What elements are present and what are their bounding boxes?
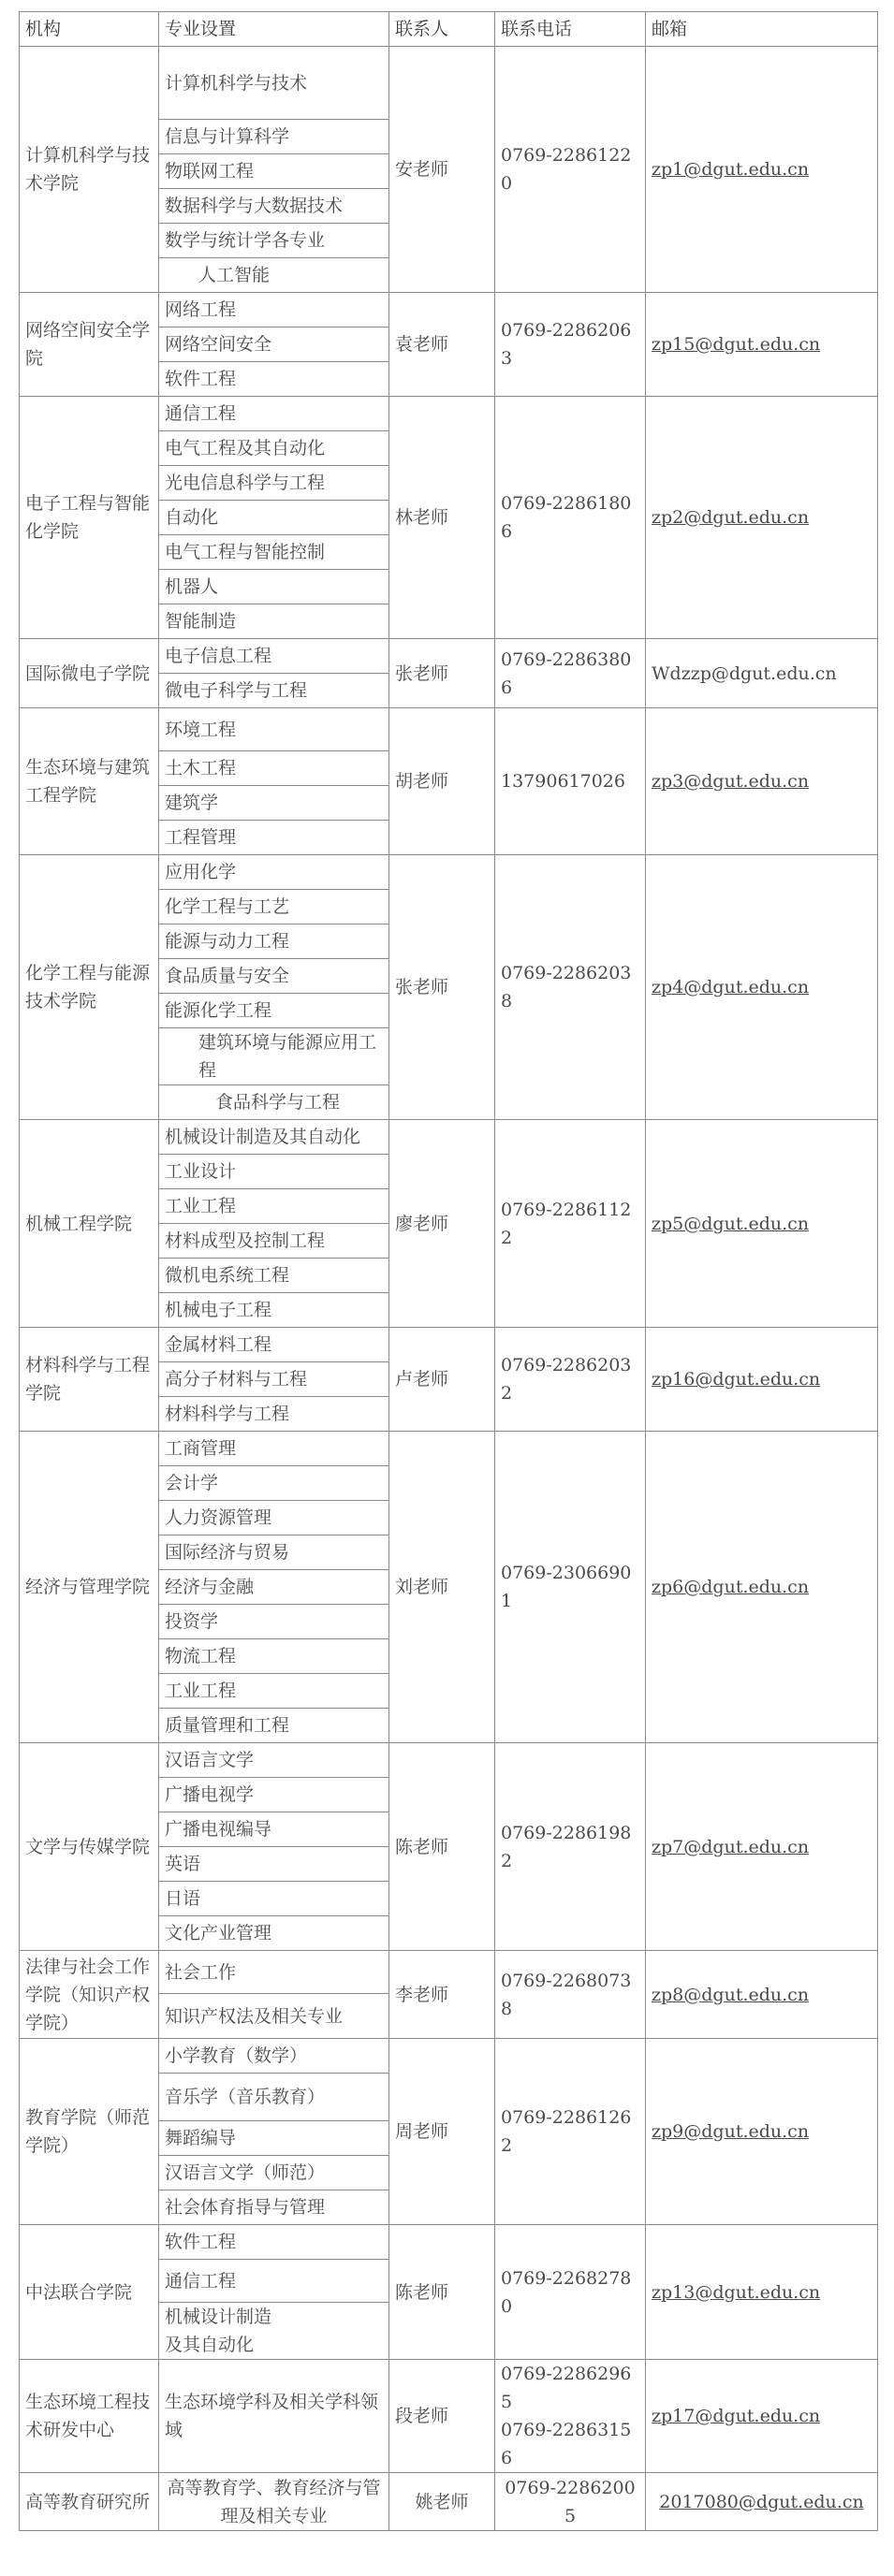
email-cell — [646, 1120, 878, 1328]
major-item: 舞蹈编导 — [159, 2121, 389, 2156]
phone-number: 0769-23066901 — [495, 1432, 646, 1743]
table-row — [20, 1951, 878, 1994]
major-item: 微电子科学与工程 — [159, 674, 389, 708]
org-name: 生态环境与建筑工程学院 — [20, 708, 159, 855]
org-name: 化学工程与能源技术学院 — [20, 855, 159, 1120]
major-item: 人力资源管理 — [159, 1501, 389, 1535]
contact-person: 袁老师 — [389, 293, 495, 397]
contact-person: 林老师 — [389, 397, 495, 639]
major-item: 数据科学与大数据技术 — [159, 189, 389, 224]
email-link[interactable]: zp4@dgut.edu.cn — [652, 977, 810, 997]
email-cell — [646, 2225, 878, 2360]
major-item: 工业设计 — [159, 1155, 389, 1189]
email-cell — [646, 855, 878, 1120]
major-item: 应用化学 — [159, 855, 389, 890]
email-cell — [646, 639, 878, 708]
major-item: 汉语言文学（师范） — [159, 2156, 389, 2190]
major-item: 化学工程与工艺 — [159, 890, 389, 924]
table-row — [20, 2473, 878, 2531]
contact-person: 胡老师 — [389, 708, 495, 855]
major-item: 工业工程 — [159, 1189, 389, 1224]
major-item: 高分子材料与工程 — [159, 1362, 389, 1397]
email-cell — [646, 1328, 878, 1432]
contact-person: 安老师 — [389, 47, 495, 293]
table-row — [20, 1743, 878, 1778]
major-item: 食品质量与安全 — [159, 959, 389, 994]
org-name: 电子工程与智能化学院 — [20, 397, 159, 639]
phone-number: 0769-22862038 — [495, 855, 646, 1120]
org-name: 经济与管理学院 — [20, 1432, 159, 1743]
phone-number: 0769-22862005 — [495, 2473, 646, 2531]
major-item: 食品科学与工程 — [159, 1085, 389, 1120]
major-item: 小学教育（数学） — [159, 2039, 389, 2074]
email-link[interactable]: 2017080@dgut.edu.cn — [659, 2491, 864, 2512]
contact-person: 段老师 — [389, 2360, 495, 2473]
major-item: 会计学 — [159, 1466, 389, 1501]
major-item: 国际经济与贸易 — [159, 1535, 389, 1570]
phone-number: 0769-22861262 — [495, 2039, 646, 2225]
email-cell — [646, 47, 878, 293]
major-item: 质量管理和工程 — [159, 1709, 389, 1743]
org-name: 生态环境工程技术研发中心 — [20, 2360, 159, 2473]
org-name: 教育学院（师范学院） — [20, 2039, 159, 2225]
table-row — [20, 1328, 878, 1362]
contact-person: 廖老师 — [389, 1120, 495, 1328]
major-item: 日语 — [159, 1882, 389, 1916]
header-major: 专业设置 — [159, 12, 389, 47]
phone-number: 0769-22680738 — [495, 1951, 646, 2039]
major-item: 网络工程 — [159, 293, 389, 327]
header-phone: 联系电话 — [495, 12, 646, 47]
org-name: 材料科学与工程学院 — [20, 1328, 159, 1432]
email-cell — [646, 708, 878, 855]
org-name: 高等教育研究所 — [20, 2473, 159, 2531]
table-row — [20, 1432, 878, 1466]
recruitment-contact-table — [19, 11, 878, 2531]
major-item: 工程管理 — [159, 821, 389, 855]
major-item: 材料成型及控制工程 — [159, 1224, 389, 1259]
major-item: 汉语言文学 — [159, 1743, 389, 1778]
major-item: 人工智能 — [159, 258, 389, 293]
major-item: 机器人 — [159, 570, 389, 604]
major-item: 微机电系统工程 — [159, 1259, 389, 1293]
email-link[interactable]: zp16@dgut.edu.cn — [652, 1369, 821, 1390]
email-link[interactable]: zp1@dgut.edu.cn — [652, 159, 810, 180]
major-item: 金属材料工程 — [159, 1328, 389, 1362]
email-link: Wdzzp@dgut.edu.cn — [652, 662, 837, 684]
table-header-row — [20, 12, 878, 47]
major-item: 经济与金融 — [159, 1570, 389, 1605]
email-cell — [646, 293, 878, 397]
major-item: 建筑环境与能源应用工程 — [159, 1028, 389, 1085]
email-cell — [646, 2473, 878, 2531]
header-email: 邮箱 — [646, 12, 878, 47]
email-cell — [646, 397, 878, 639]
email-link[interactable]: zp6@dgut.edu.cn — [652, 1577, 810, 1597]
major-item: 能源化学工程 — [159, 994, 389, 1028]
header-contact: 联系人 — [389, 12, 495, 47]
major-item: 计算机科学与技术 — [159, 47, 389, 120]
contact-person: 卢老师 — [389, 1328, 495, 1432]
table-row — [20, 293, 878, 327]
contact-person: 李老师 — [389, 1951, 495, 2039]
org-name: 文学与传媒学院 — [20, 1743, 159, 1951]
contact-person: 刘老师 — [389, 1432, 495, 1743]
phone-number: 0769-22861806 — [495, 397, 646, 639]
major-item: 机械设计制造及其自动化 — [159, 1120, 389, 1155]
table-row — [20, 855, 878, 890]
major-item: 投资学 — [159, 1605, 389, 1639]
major-item: 高等教育学、教育经济与管理及相关专业 — [159, 2473, 389, 2531]
major-item: 电气工程与智能控制 — [159, 535, 389, 570]
contact-person: 陈老师 — [389, 2225, 495, 2360]
major-item: 广播电视学 — [159, 1778, 389, 1812]
major-item-line: 机械设计制造 — [165, 2307, 272, 2327]
contact-person: 陈老师 — [389, 1743, 495, 1951]
email-link[interactable]: zp5@dgut.edu.cn — [652, 1213, 810, 1234]
phone-number: 0769-22863806 — [495, 639, 646, 708]
major-item: 工业工程 — [159, 1674, 389, 1709]
major-item: 电气工程及其自动化 — [159, 431, 389, 466]
table-row — [20, 397, 878, 431]
phone-number: 0769-22862032 — [495, 1328, 646, 1432]
phone-number: 0769-22861122 — [495, 1120, 646, 1328]
phone-number: 0769-22682780 — [495, 2225, 646, 2360]
email-link[interactable]: zp3@dgut.edu.cn — [652, 771, 810, 792]
org-name: 计算机科学与技术学院 — [20, 47, 159, 293]
major-item: 材料科学与工程 — [159, 1397, 389, 1432]
phone-number: 0769-22861220 — [495, 47, 646, 293]
org-name: 网络空间安全学院 — [20, 293, 159, 397]
email-cell — [646, 1951, 878, 2039]
email-cell — [646, 1743, 878, 1951]
major-item: 网络空间安全 — [159, 327, 389, 362]
major-item: 通信工程 — [159, 2260, 389, 2303]
email-link[interactable]: zp13@dgut.edu.cn — [652, 2281, 821, 2303]
org-name: 中法联合学院 — [20, 2225, 159, 2360]
major-item-line: 及其自动化 — [165, 2335, 255, 2355]
major-item: 生态环境学科及相关学科领域 — [159, 2360, 389, 2473]
phone-number: 13790617026 — [495, 708, 646, 855]
major-item: 通信工程 — [159, 397, 389, 431]
email-link[interactable]: zp7@dgut.edu.cn — [652, 1836, 810, 1857]
org-name: 国际微电子学院 — [20, 639, 159, 708]
major-item: 环境工程 — [159, 708, 389, 751]
contact-person: 张老师 — [389, 639, 495, 708]
table-row — [20, 2360, 878, 2473]
email-link[interactable]: zp2@dgut.edu.cn — [652, 507, 810, 528]
major-item: 自动化 — [159, 501, 389, 535]
contact-person: 张老师 — [389, 855, 495, 1120]
email-link[interactable]: zp15@dgut.edu.cn — [652, 334, 821, 355]
major-item: 社会工作 — [159, 1951, 389, 1994]
header-org: 机构 — [20, 12, 159, 47]
email-link[interactable]: zp9@dgut.edu.cn — [652, 2121, 810, 2142]
major-item: 建筑学 — [159, 786, 389, 821]
major-item: 音乐学（音乐教育） — [159, 2074, 389, 2121]
major-item: 数学与统计学各专业 — [159, 224, 389, 258]
table-row — [20, 47, 878, 120]
phone-number: 0769-22862063 — [495, 293, 646, 397]
major-item: 文化产业管理 — [159, 1916, 389, 1951]
phone-number: 0769-22861982 — [495, 1743, 646, 1951]
org-name: 机械工程学院 — [20, 1120, 159, 1328]
major-item: 智能制造 — [159, 604, 389, 639]
table-row — [20, 708, 878, 751]
table-row — [20, 2039, 878, 2074]
email-cell — [646, 2360, 878, 2473]
major-item: 土木工程 — [159, 751, 389, 786]
major-item — [159, 2303, 389, 2360]
phone-line: 0769-22862965 — [501, 2364, 632, 2412]
major-item: 软件工程 — [159, 362, 389, 397]
major-item: 信息与计算科学 — [159, 120, 389, 154]
major-item: 知识产权法及相关专业 — [159, 1994, 389, 2039]
phone-number — [495, 2360, 646, 2473]
table-row — [20, 1120, 878, 1155]
major-item: 广播电视编导 — [159, 1812, 389, 1847]
major-item: 物流工程 — [159, 1639, 389, 1674]
email-link[interactable]: zp8@dgut.edu.cn — [652, 1984, 810, 2005]
email-cell — [646, 1432, 878, 1743]
email-link[interactable]: zp17@dgut.edu.cn — [652, 2406, 821, 2426]
org-name: 法律与社会工作学院（知识产权学院） — [20, 1951, 159, 2039]
major-item: 能源与动力工程 — [159, 924, 389, 959]
major-item: 工商管理 — [159, 1432, 389, 1466]
phone-line: 0769-22863156 — [501, 2420, 632, 2468]
major-item: 社会体育指导与管理 — [159, 2190, 389, 2225]
major-item: 物联网工程 — [159, 154, 389, 189]
major-item: 光电信息科学与工程 — [159, 466, 389, 501]
contact-person: 周老师 — [389, 2039, 495, 2225]
table-row — [20, 2225, 878, 2260]
major-item: 机械电子工程 — [159, 1293, 389, 1328]
major-item: 电子信息工程 — [159, 639, 389, 674]
major-item: 软件工程 — [159, 2225, 389, 2260]
major-item: 英语 — [159, 1847, 389, 1882]
email-cell — [646, 2039, 878, 2225]
contact-person: 姚老师 — [389, 2473, 495, 2531]
table-row — [20, 639, 878, 674]
